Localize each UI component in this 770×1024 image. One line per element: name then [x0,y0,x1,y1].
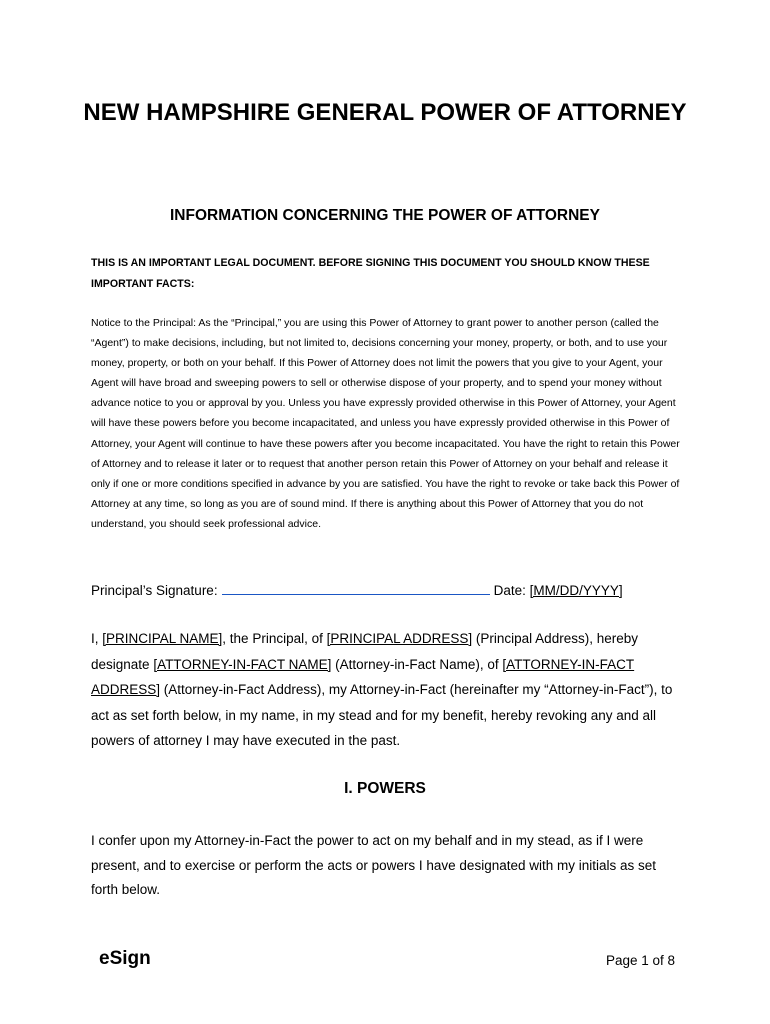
designation-text: (Principal Address), hereby designate [91,631,638,672]
document-title: NEW HAMPSHIRE GENERAL POWER OF ATTORNEY [83,99,687,126]
page-number: Page 1 of 8 [605,953,675,968]
signature-line [91,580,623,598]
esign-logo: eSign [99,948,151,969]
agent-address-field[interactable]: [ATTORNEY-IN-FACT ADDRESS] [91,656,635,697]
designation-text: I, [91,631,103,646]
principal-name-field[interactable]: [PRINCIPAL NAME] [102,631,223,646]
designation-text: (Attorney-in-Fact Name), of [331,656,503,672]
date-label: Date: [493,583,526,598]
designation-text: , the Principal, of [222,631,327,646]
designation-paragraph [91,626,681,754]
important-notice: THIS IS AN IMPORTANT LEGAL DOCUMENT. BEFORE SIGNING THIS DOCUMENT YOU SHOULD KNOW THESE IMPORTANT FACTS: [91,257,650,290]
information-heading: INFORMATION CONCERNING THE POWER OF ATTORNEY [170,207,600,224]
powers-section-heading: I. POWERS [344,780,426,797]
designation-text: (Attorney-in-Fact Address), my Attorney-in-Fact (hereinafter my “Attorney-in-Fact”), to act as set forth below, in my name, in my stead and for my benefit, hereby revoking any and all powers of attorney I may have executed in the past. [91,682,673,748]
date-field[interactable]: [MM/DD/YYYY] [529,583,623,598]
confer-paragraph: I confer upon my Attorney-in-Fact the power to act on my behalf and in my stead, as if I were present, and to exercise or perform the acts or powers I have designated with my initials as set forth below. [91,833,657,897]
signature-label: Principal’s Signature: [91,583,218,598]
agent-name-field[interactable]: [ATTORNEY-IN-FACT NAME] [153,656,332,672]
principal-address-field[interactable]: [PRINCIPAL ADDRESS] [326,631,473,646]
signature-field[interactable] [222,580,490,595]
notice-to-principal: Notice to the Principal: As the “Principal,” you are using this Power of Attorney to grant power to another person (called the “Agent”) to make decisions, including, but not limited to, decisions concerning your money, property, or both, and to use your money, property, or both on your behalf. If this Power of Attorney does not limit the powers that you give to your Agent, your Agent will have broad and sweeping powers to sell or otherwise dispose of your property, and to spend your money without advance notice to you or approval by you. Unless you have expressly provided otherwise in this Power of Attorney, your Agent will have these powers before you become incapacitated, and unless you have expressly provided otherwise in this Power of Attorney, your Agent will continue to have these powers after you become incapacitated. You have the right to retain this Power of Attorney and to release it later or to request that another person retain this Power of Attorney on your behalf and release it only if one or more conditions specified in advance by you are satisfied. You have the right to revoke or take back this Power of Attorney at any time, so long as you are of sound mind. If there is anything about this Power of Attorney that you do not understand, you should seek professional advice. [91,317,680,530]
